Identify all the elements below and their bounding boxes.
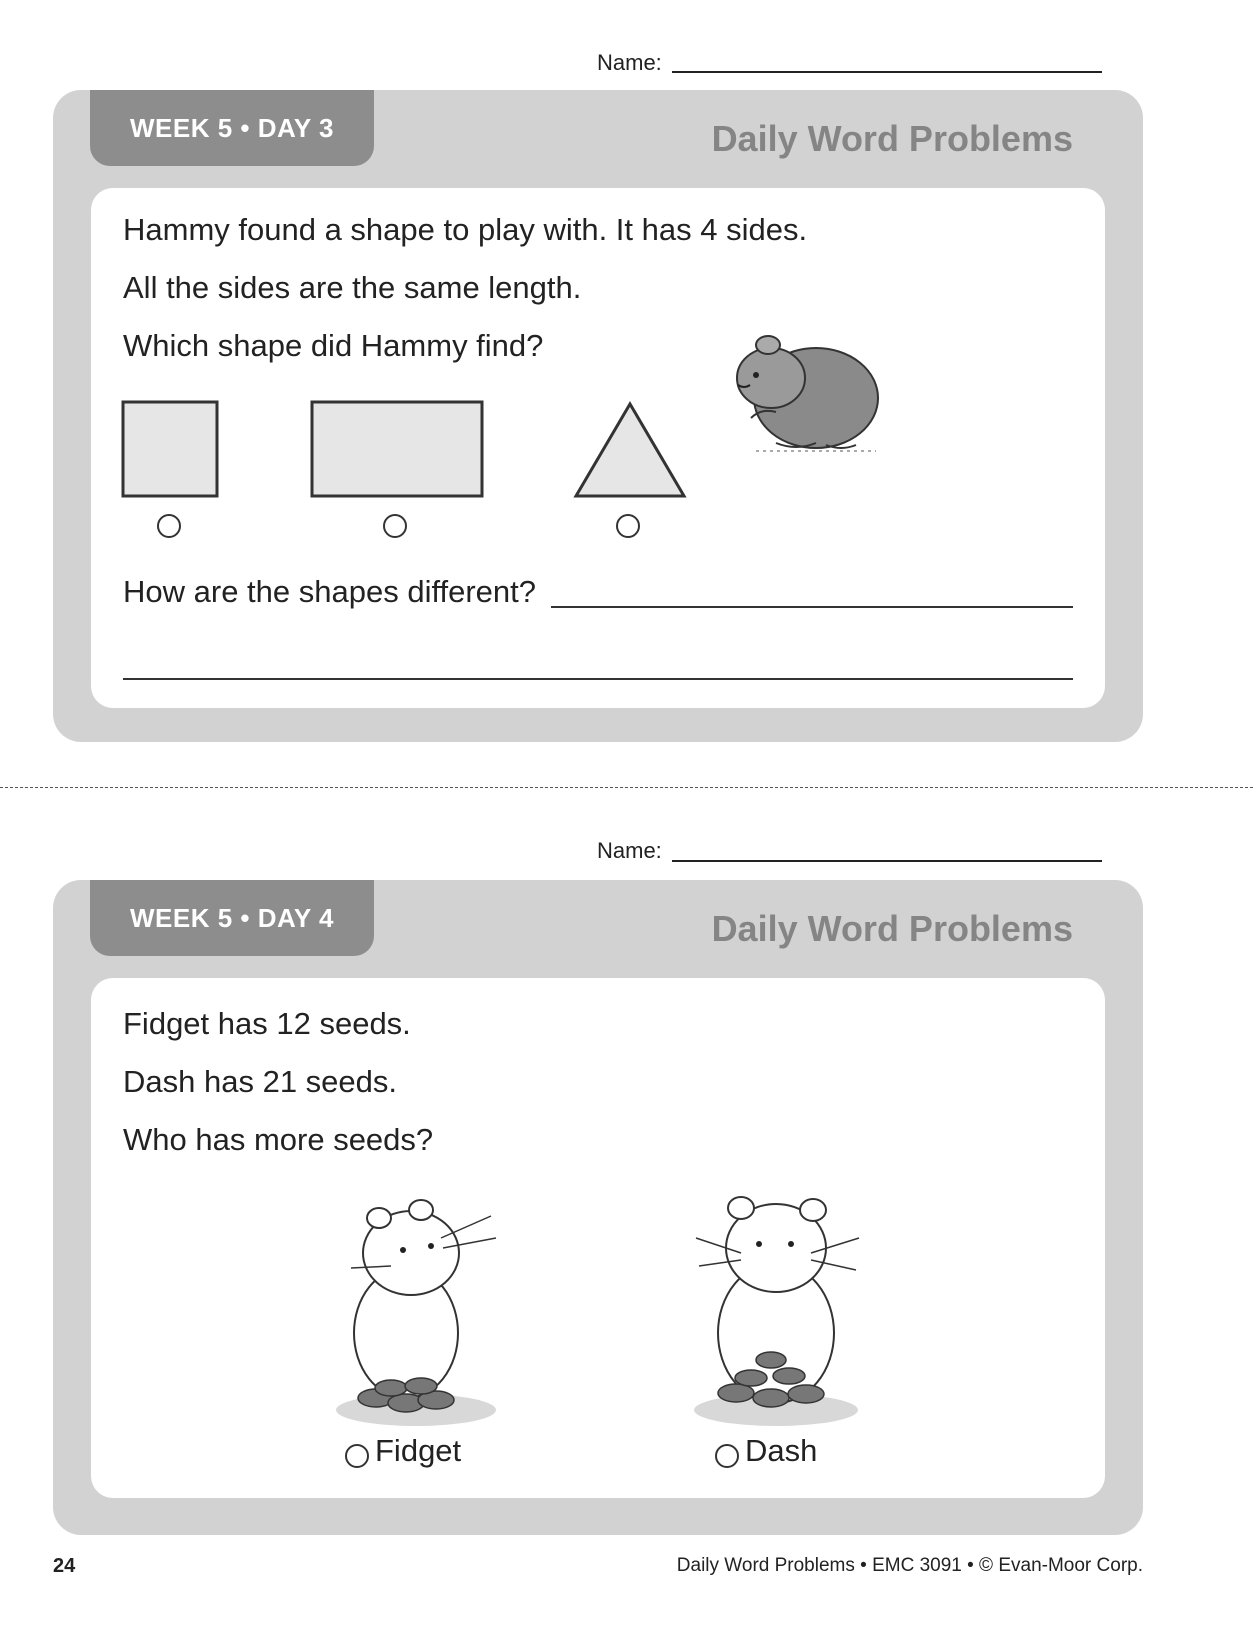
answer-line-1[interactable] [551,606,1073,608]
week-day-tab: WEEK 5 • DAY 4 [90,880,374,956]
name-input-line[interactable] [672,71,1102,73]
name-label: Name: [597,50,662,75]
fidget-hamster-illustration [321,1188,511,1428]
worksheet-card-day3 [53,90,1143,742]
footer-credit: Daily Word Problems • EMC 3091 • © Evan-Moor Corp. [676,1555,1143,1576]
rectangle-radio[interactable] [383,514,407,538]
square-shape [121,400,221,500]
name-label: Name: [597,838,662,863]
cut-line [0,787,1253,788]
problem-line-1: Hammy found a shape to play with. It has 4 sides. [123,212,808,247]
problem-line-2: Dash has 21 seeds. [123,1064,398,1099]
problem-panel [91,978,1105,1498]
question-different: How are the shapes different? [123,574,537,609]
card-title: Daily Word Problems [711,908,1073,949]
square-radio[interactable] [157,514,181,538]
triangle-shape [573,400,688,500]
problem-line-3: Who has more seeds? [123,1122,434,1157]
dash-radio[interactable] [715,1444,739,1468]
triangle-radio[interactable] [616,514,640,538]
answer-line-2[interactable] [123,678,1073,680]
fidget-label: Fidget [375,1433,462,1468]
problem-line-2: All the sides are the same length. [123,270,582,305]
problem-line-1: Fidget has 12 seeds. [123,1006,411,1041]
problem-line-3: Which shape did Hammy find? [123,328,544,363]
week-day-tab: WEEK 5 • DAY 3 [90,90,374,166]
fidget-radio[interactable] [345,1444,369,1468]
hamster-illustration [716,323,906,463]
worksheet-card-day4 [53,880,1143,1535]
name-input-line[interactable] [672,860,1102,862]
card-title: Daily Word Problems [711,118,1073,159]
page-number: 24 [53,1555,76,1577]
dash-hamster-illustration [681,1178,871,1428]
dash-label: Dash [745,1433,818,1468]
rectangle-shape [310,400,485,500]
problem-panel [91,188,1105,708]
